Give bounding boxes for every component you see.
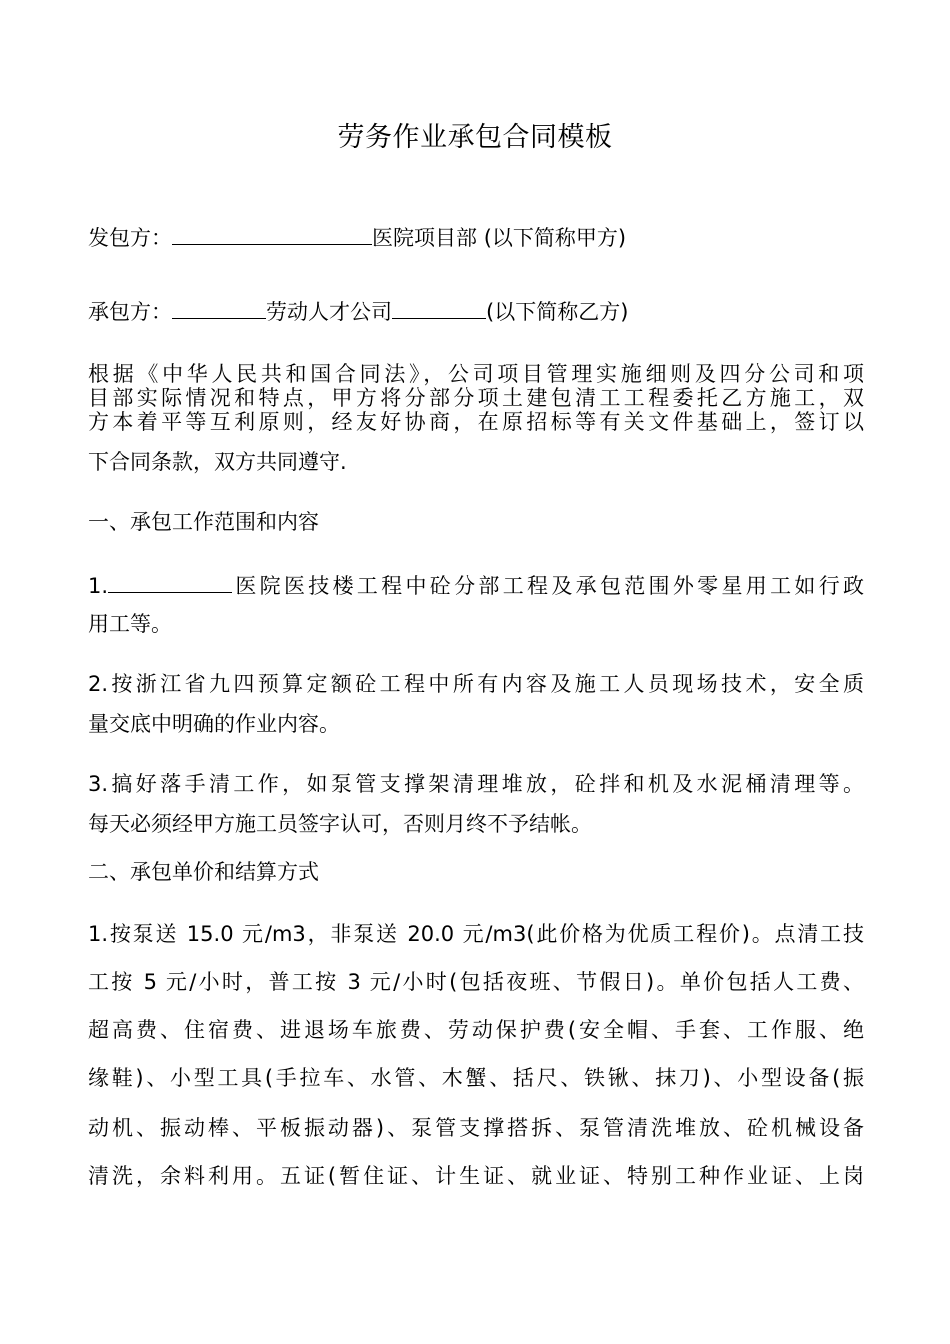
- party-a-line: [88, 222, 864, 252]
- party-b-label: 承包方：: [88, 300, 172, 324]
- party-b-blank-field-right[interactable]: [392, 296, 486, 319]
- section2-line-6: 清洗，余料利用。五证(暂住证、计生证、就业证、特别工种作业证、上岗: [88, 1164, 864, 1188]
- section1-item2-line1: 2.按浙江省九四预算定额砼工程中所有内容及施工人员现场技术，安全质: [88, 672, 864, 696]
- section2-line-4: 缘鞋)、小型工具(手拉车、水管、木蟹、括尺、铁锹、抹刀)、小型设备(振: [88, 1066, 864, 1090]
- party-b-note: (以下简称乙方): [486, 300, 629, 324]
- intro-line-1: 根据《中华人民共和国合同法》，公司项目管理实施细则及四分公司和项: [88, 362, 864, 386]
- document-title: 劳务作业承包合同模板: [337, 122, 613, 153]
- party-a-blank-field[interactable]: [172, 222, 372, 245]
- item1-prefix: 1.: [88, 574, 109, 598]
- section2-line-2: 工按 5 元/小时，普工按 3 元/小时(包括夜班、节假日)。单价包括人工费、: [88, 970, 864, 994]
- section1-item3-line1: 3.搞好落手清工作，如泵管支撑架清理堆放，砼拌和机及水泥桶清理等。: [88, 772, 864, 796]
- section2-line-5: 动机、振动棒、平板振动器)、泵管支撑搭拆、泵管清洗堆放、砼机械设备: [88, 1116, 864, 1140]
- intro-line-4: 下合同条款，双方共同遵守.: [88, 450, 347, 474]
- intro-line-3: 方本着平等互利原则，经友好协商，在原招标等有关文件基础上，签订以: [88, 410, 864, 434]
- section1-heading: 一、承包工作范围和内容: [88, 510, 319, 534]
- section2-line-3: 超高费、住宿费、进退场车旅费、劳动保护费(安全帽、手套、工作服、绝: [88, 1018, 864, 1042]
- item1-text: 医院医技楼工程中砼分部工程及承包范围外零星用工如行政: [232, 574, 864, 598]
- party-a-name: 医院项目部: [372, 226, 477, 250]
- hospital-name-blank-field[interactable]: [108, 570, 232, 593]
- section2-heading: 二、承包单价和结算方式: [88, 860, 319, 884]
- party-a-note: (以下简称甲方): [483, 226, 627, 250]
- section2-line-1: 1.按泵送 15.0 元/m3，非泵送 20.0 元/m3(此价格为优质工程价)。点清工技: [88, 922, 864, 946]
- section1-item2-line2: 量交底中明确的作业内容。: [88, 712, 340, 736]
- intro-line-2: 目部实际情况和特点，甲方将分部分项土建包清工工程委托乙方施工，双: [88, 386, 864, 410]
- section1-item1-line2: 用工等。: [88, 612, 172, 636]
- section1-item3-line2: 每天必须经甲方施工员签字认可，否则月终不予结帐。: [88, 812, 592, 836]
- party-b-name: 劳动人才公司: [266, 300, 392, 324]
- party-a-label: 发包方：: [88, 226, 172, 250]
- party-b-blank-field-left[interactable]: [172, 296, 266, 319]
- party-b-line: [88, 296, 864, 326]
- section1-item1-line1: [88, 570, 864, 600]
